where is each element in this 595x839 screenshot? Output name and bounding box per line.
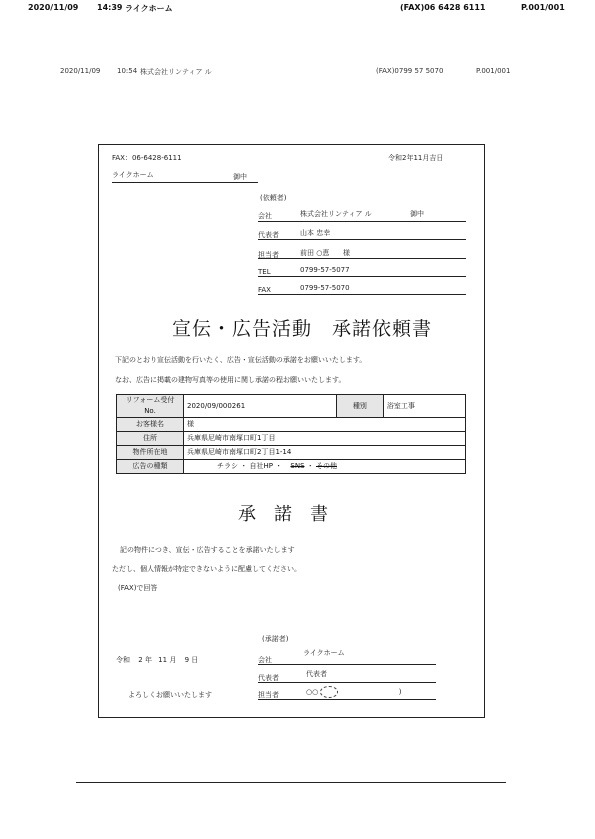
outer-fax-date: 2020/11/09 xyxy=(28,3,79,12)
date-year: 2 xyxy=(138,656,143,664)
sign-company-name: ライクホーム xyxy=(303,649,345,657)
consent-title: 承 諾 書 xyxy=(238,504,328,525)
company-name: 株式会社リンティア ル xyxy=(300,210,372,218)
table-row xyxy=(117,446,466,460)
fax-underline xyxy=(258,294,466,295)
signer-label: (承諾者) xyxy=(262,635,289,643)
table-row xyxy=(117,460,466,474)
consent-line-1: 記の物件につき、宣伝・広告することを承諾いたします xyxy=(120,546,295,554)
outer-fax-sender: ライクホーム xyxy=(125,4,173,13)
inner-fax-time: 10:54 xyxy=(117,67,138,75)
company-suffix: 御中 xyxy=(410,210,424,218)
contact-underline xyxy=(258,258,466,259)
table-value-ad-types: チラシ ・ 自社HP ・ SNS ・ その他 xyxy=(184,460,466,474)
closing-text: よろしくお願いいたします xyxy=(128,691,212,699)
table-label: 住所 xyxy=(117,432,184,446)
signed-date xyxy=(116,655,198,665)
date-month-suffix: 月 xyxy=(169,656,177,664)
table-value: 兵庫県尼崎市南塚口町2丁目1-14 xyxy=(184,446,466,460)
tel-underline xyxy=(258,276,466,277)
sign-rep-name: 代表者 xyxy=(306,670,327,678)
table-row xyxy=(117,395,466,418)
consent-line-2: ただし、個人情報が特定できないように配慮してください。 xyxy=(112,565,301,573)
sign-rep-underline xyxy=(258,682,436,683)
date-month: 11 xyxy=(158,656,168,664)
table-label: 広告の種類 xyxy=(117,460,184,474)
table-label: 種別 xyxy=(336,395,383,418)
sign-person-name: ○○ ) xyxy=(306,688,402,696)
table-value: 浴室工事 xyxy=(383,395,465,418)
recipient-underline xyxy=(112,182,258,183)
date-prefix: 令和 xyxy=(116,656,130,664)
rep-label: 代表者 xyxy=(258,231,279,239)
doc-date: 令和2年11月吉日 xyxy=(388,154,444,162)
document-title: 宣伝・広告活動 承諾依頼書 xyxy=(172,318,433,340)
contact-suffix: 様 xyxy=(343,249,350,257)
rep-underline xyxy=(258,239,466,240)
outer-fax-time: 14:39 xyxy=(97,3,123,12)
date-year-suffix: 年 xyxy=(144,656,152,664)
requester-label: (依頼者) xyxy=(260,194,287,202)
outer-fax-number: (FAX)06 6428 6111 xyxy=(400,3,486,12)
outer-fax-page: P.001/001 xyxy=(521,3,565,12)
date-day: 9 xyxy=(184,656,190,664)
date-day-suffix: 日 xyxy=(191,656,199,664)
intro-line-1: 下記のとおり宣伝活動を行いたく、広告・宣伝活動の承諾をお願いいたします。 xyxy=(115,356,367,364)
rep-name: 山本 忠幸 xyxy=(300,229,331,237)
fax-number: 0799-57-5070 xyxy=(300,284,350,292)
table-value: 兵庫県尼崎市南塚口町1丁目 xyxy=(184,432,466,446)
company-label: 会社 xyxy=(258,212,272,220)
sign-person-text: ○○ xyxy=(306,688,319,696)
ad-types-selected: チラシ ・ 自社HP ・ xyxy=(217,462,283,470)
bottom-divider xyxy=(76,782,506,783)
request-table xyxy=(116,394,466,474)
sign-rep-label: 代表者 xyxy=(258,674,279,682)
table-label: お客様名 xyxy=(117,418,184,432)
tel-number: 0799-57-5077 xyxy=(300,266,350,274)
recipient-suffix: 御中 xyxy=(233,173,247,181)
intro-line-2: なお、広告に掲載の建物写真等の使用に関し承諾の程お願いいたします。 xyxy=(115,376,346,384)
consent-line-3: (FAX)で回答 xyxy=(118,584,158,592)
ad-type-struck-2: その他 xyxy=(316,462,337,470)
table-value: 2020/09/000261 xyxy=(184,395,337,418)
inner-fax-number: (FAX)0799 57 5070 xyxy=(376,67,444,75)
company-underline xyxy=(258,221,466,222)
recipient-name: ライクホーム xyxy=(112,171,154,179)
sign-person-label: 担当者 xyxy=(258,691,279,699)
contact-label: 担当者 xyxy=(258,251,279,259)
sign-person-underline xyxy=(258,699,436,700)
ad-type-struck-1: SNS xyxy=(290,462,305,470)
table-value: 様 xyxy=(184,418,466,432)
inner-fax-date: 2020/11/09 xyxy=(60,67,101,75)
table-row xyxy=(117,432,466,446)
sign-company-label: 会社 xyxy=(258,656,272,664)
hanko-stamp-icon xyxy=(320,686,338,698)
fax-label: FAX xyxy=(258,286,271,294)
inner-fax-page: P.001/001 xyxy=(476,67,511,75)
table-row xyxy=(117,418,466,432)
contact-name: 前田 ○恵 xyxy=(300,249,330,257)
sign-company-underline xyxy=(258,664,436,665)
table-label: リフォーム受付No. xyxy=(117,395,184,418)
tel-label: TEL xyxy=(258,268,271,276)
inner-fax-sender: 株式会社リンティア ル xyxy=(140,68,212,76)
table-label: 物件所在地 xyxy=(117,446,184,460)
doc-fax-number: FAX：06-6428-6111 xyxy=(112,154,182,162)
